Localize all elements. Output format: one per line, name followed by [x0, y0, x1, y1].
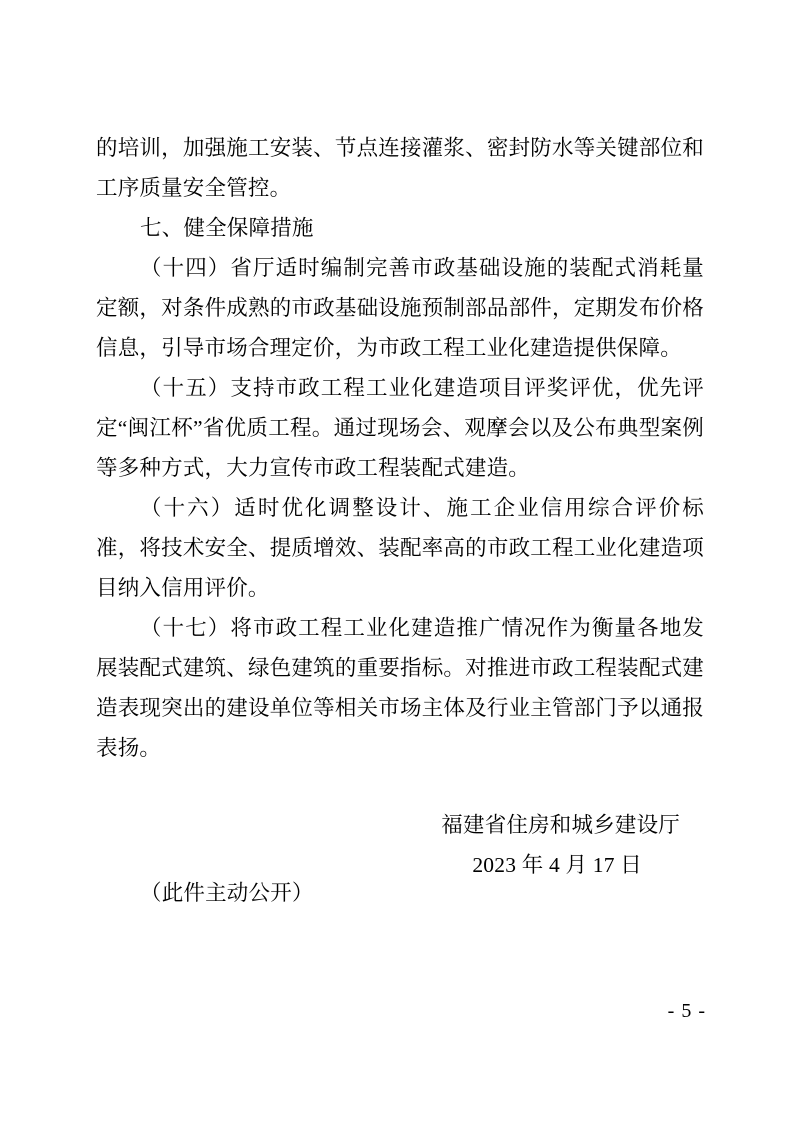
page-number: - 5 - [667, 1000, 706, 1022]
item-seventeen: （十七）将市政工程工业化建造推广情况作为衡量各地发展装配式建筑、绿色建筑的重要指标。对推进市政工程装配式建造表现突出的建设单位等相关市场主体及行业主管部门予以通报表扬。 [96, 616, 704, 760]
item-fifteen: （十五）支持市政工程工业化建造项目评奖评优，优先评定“闽江杯”省优质工程。通过现场会、观摩会以及公布典型案例等多种方式，大力宣传市政工程装配式建造。 [96, 376, 704, 480]
document-body [96, 128, 704, 768]
disclosure-note: （此件主动公开） [140, 881, 314, 905]
issue-date: 2023 年 4 月 17 日 [472, 853, 642, 877]
item-fourteen: （十四）省厅适时编制完善市政基础设施的装配式消耗量定额，对条件成熟的市政基础设施预制部品部件，定期发布价格信息，引导市场合理定价，为市政工程工业化建造提供保障。 [96, 256, 704, 360]
item-sixteen: （十六）适时优化调整设计、施工企业信用综合评价标准，将技术安全、提质增效、装配率高的市政工程工业化建造项目纳入信用评价。 [96, 496, 704, 600]
section-heading-seven: 七、健全保障措施 [140, 216, 314, 240]
signature-block [284, 805, 704, 885]
paragraph-continued: 的培训，加强施工安装、节点连接灌浆、密封防水等关键部位和工序质量安全管控。 [96, 136, 704, 200]
issuing-organization: 福建省住房和城乡建设厅 [441, 813, 680, 837]
